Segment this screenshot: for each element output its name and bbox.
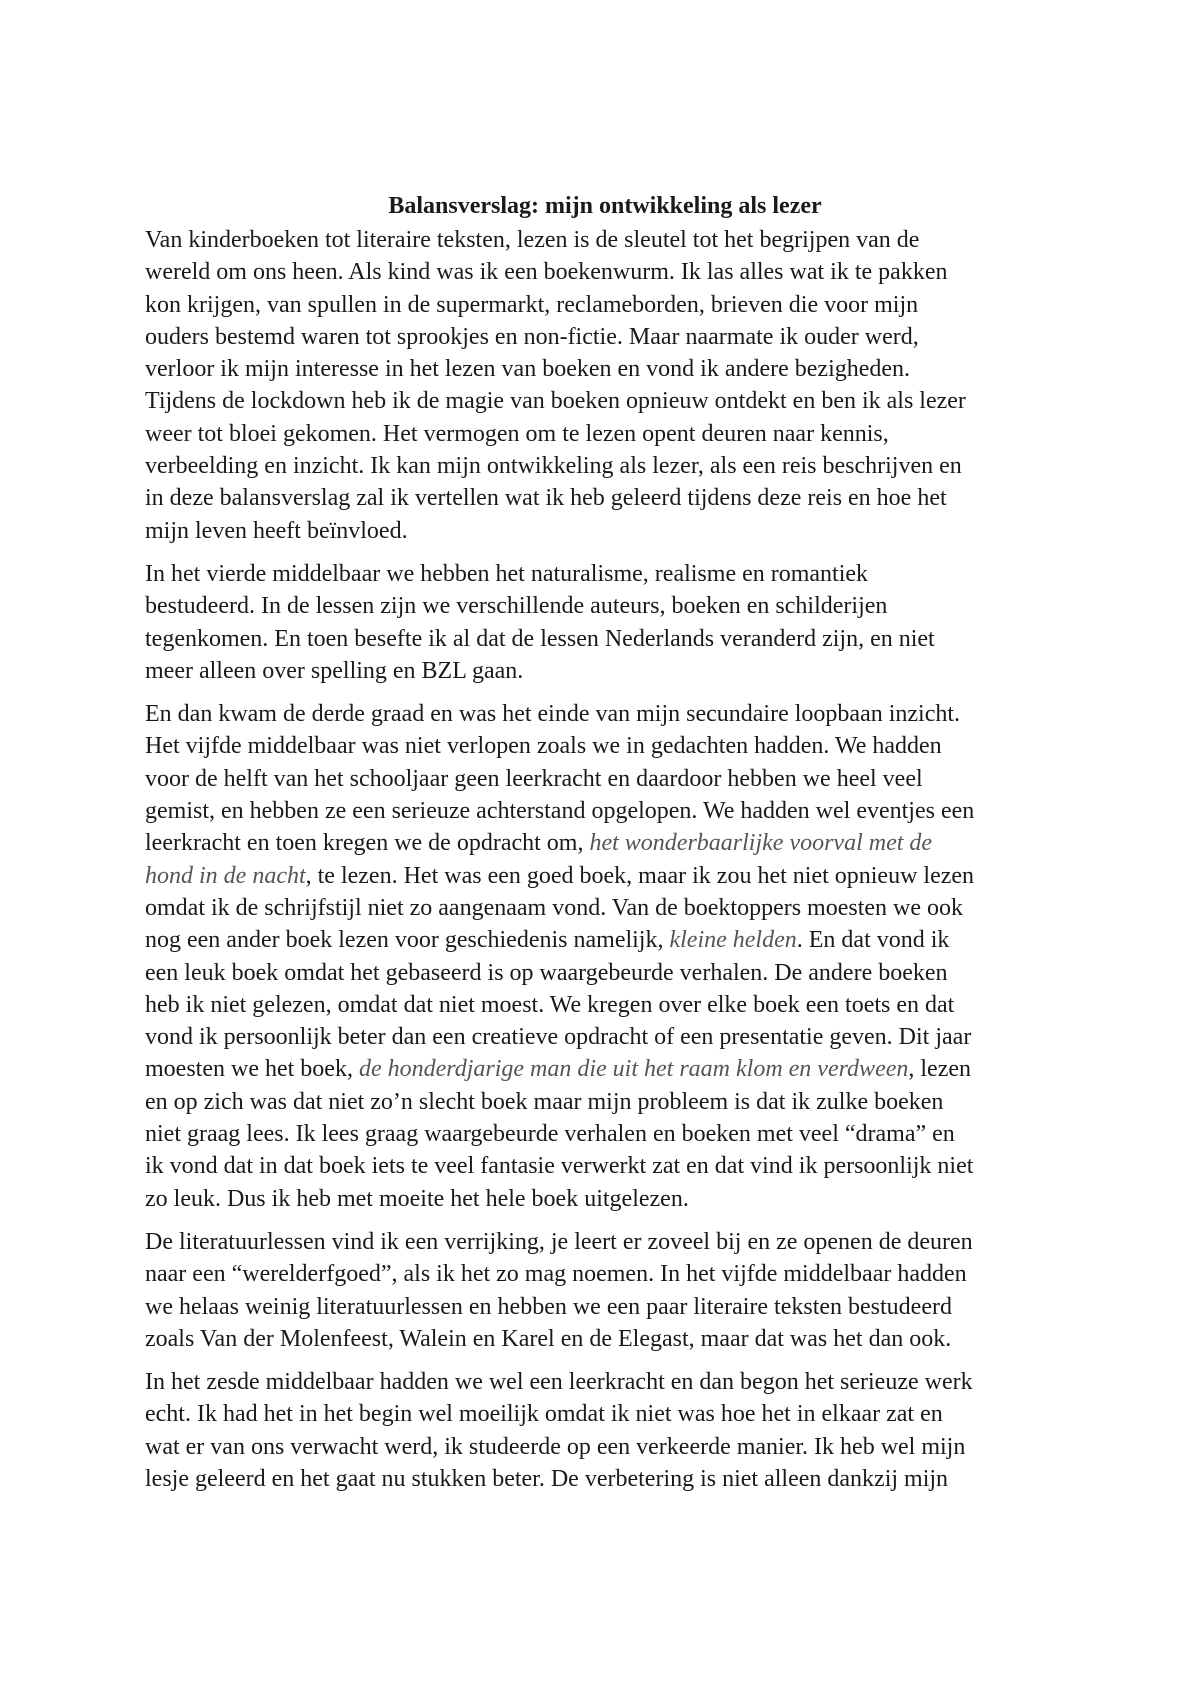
text-line: wat er van ons verwacht werd, ik studeerde op een verkeerde manier. Ik heb wel mijn <box>145 1433 966 1460</box>
text-line: tegenkomen. En toen besefte ik al dat de lessen Nederlands veranderd zijn, en niet <box>145 625 935 652</box>
text-line: En dan kwam de derde graad en was het einde van mijn secundaire loopbaan inzicht. <box>145 701 961 728</box>
text-line: en op zich was dat niet zo’n slecht boek maar mijn probleem is dat ik zulke boeken <box>145 1088 944 1115</box>
text-line: Tijdens de lockdown heb ik de magie van boeken opnieuw ontdekt en ben ik als lezer <box>145 388 966 415</box>
text-line: zo leuk. Dus ik heb met moeite het hele boek uitgelezen. <box>145 1185 689 1212</box>
document-body <box>145 190 1065 1506</box>
book-title-italic: hond in de nacht <box>145 862 306 889</box>
text-segment: leerkracht en toen kregen we de opdracht om, <box>145 830 590 857</box>
text-line: wereld om ons heen. Als kind was ik een boekenwurm. Ik las alles wat ik te pakken <box>145 259 948 286</box>
text-line <box>145 860 1065 892</box>
text-line: vond ik persoonlijk beter dan een creatieve opdracht of een presentatie geven. Dit jaar <box>145 1024 972 1051</box>
text-segment: . En dat vond ik <box>796 927 950 954</box>
text-line: niet graag lees. Ik lees graag waargebeurde verhalen en boeken met veel “drama” en <box>145 1121 955 1148</box>
text-line: De literatuurlessen vind ik een verrijking, je leert er zoveel bij en ze openen de deuren <box>145 1228 973 1255</box>
text-line: mijn leven heeft beïnvloed. <box>145 517 408 544</box>
text-line: naar een “werelderfgoed”, als ik het zo mag noemen. In het vijfde middelbaar hadden <box>145 1261 967 1288</box>
text-line: een leuk boek omdat het gebaseerd is op waargebeurde verhalen. De andere boeken <box>145 959 948 986</box>
paragraph-literature-lessons <box>145 1226 1065 1355</box>
text-line: bestudeerd. In de lessen zijn we verschillende auteurs, boeken en schilderijen <box>145 593 888 620</box>
text-line: meer alleen over spelling en BZL gaan. <box>145 657 524 684</box>
text-segment: , lezen <box>908 1056 971 1083</box>
text-segment: nog een ander boek lezen voor geschiedenis namelijk, <box>145 927 670 954</box>
text-line: ik vond dat in dat boek iets te veel fantasie verwerkt zat en dat vind ik persoonlijk niet <box>145 1153 974 1180</box>
text-line: Van kinderboeken tot literaire teksten, lezen is de sleutel tot het begrijpen van de <box>145 227 920 253</box>
text-line: In het vierde middelbaar we hebben het naturalisme, realisme en romantiek <box>145 560 869 587</box>
text-line: omdat ik de schrijfstijl niet zo aangenaam vond. Van de boektoppers moesten we ook <box>145 894 964 921</box>
text-line: ouders bestemd waren tot sprookjes en non-fictie. Maar naarmate ik ouder werd, <box>145 323 919 350</box>
text-line: weer tot bloei gekomen. Het vermogen om te lezen opent deuren naar kennis, <box>145 420 889 447</box>
text-line: in deze balansverslag zal ik vertellen wat ik heb geleerd tijdens deze reis en hoe het <box>145 485 947 512</box>
text-line <box>145 827 1065 859</box>
text-line: lesje geleerd en het gaat nu stukken beter. De verbetering is niet alleen dankzij mijn <box>145 1465 949 1492</box>
document-title: Balansverslag: mijn ontwikkeling als lezer <box>388 193 822 219</box>
book-title-italic: het wonderbaarlijke voorval met de <box>589 830 933 857</box>
text-line: verbeelding en inzicht. Ik kan mijn ontwikkeling als lezer, als een reis beschrijven en <box>145 453 962 480</box>
text-line: zoals Van der Molenfeest, Walein en Karel en de Elegast, maar dat was het dan ook. <box>145 1325 952 1352</box>
text-line: verloor ik mijn interesse in het lezen van boeken en vond ik andere bezigheden. <box>145 356 911 383</box>
book-title-italic: de honderdjarige man die uit het raam klom en verdween <box>358 1056 909 1083</box>
text-line <box>145 924 1065 956</box>
paragraph-intro <box>145 224 1065 547</box>
text-line: voor de helft van het schooljaar geen leerkracht en daardoor hebben we heel veel <box>145 765 923 792</box>
text-line: Het vijfde middelbaar was niet verlopen zoals we in gedachten hadden. We hadden <box>145 733 942 760</box>
paragraph-third-grade <box>145 698 1065 1215</box>
text-line: kon krijgen, van spullen in de supermarkt, reclameborden, brieven die voor mijn <box>145 291 919 318</box>
text-line: In het zesde middelbaar hadden we wel een leerkracht en dan begon het serieuze werk <box>145 1369 973 1396</box>
text-line: echt. Ik had het in het begin wel moeilijk omdat ik niet was hoe het in elkaar zat en <box>145 1401 943 1428</box>
text-line: we helaas weinig literatuurlessen en hebben we een paar literaire teksten bestudeerd <box>145 1293 952 1320</box>
text-segment: , te lezen. Het was een goed boek, maar ik zou het niet opnieuw lezen <box>305 862 975 889</box>
book-title-italic: kleine helden <box>669 927 797 954</box>
text-line: heb ik niet gelezen, omdat dat niet moest. We kregen over elke boek een toets en dat <box>145 991 955 1018</box>
paragraph-sixth-year <box>145 1366 1065 1495</box>
text-segment: moesten we het boek, <box>145 1056 359 1083</box>
paragraph-fourth-year <box>145 558 1065 687</box>
text-line: gemist, en hebben ze een serieuze achterstand opgelopen. We hadden wel eventjes een <box>145 798 975 825</box>
text-line <box>145 1053 1065 1085</box>
